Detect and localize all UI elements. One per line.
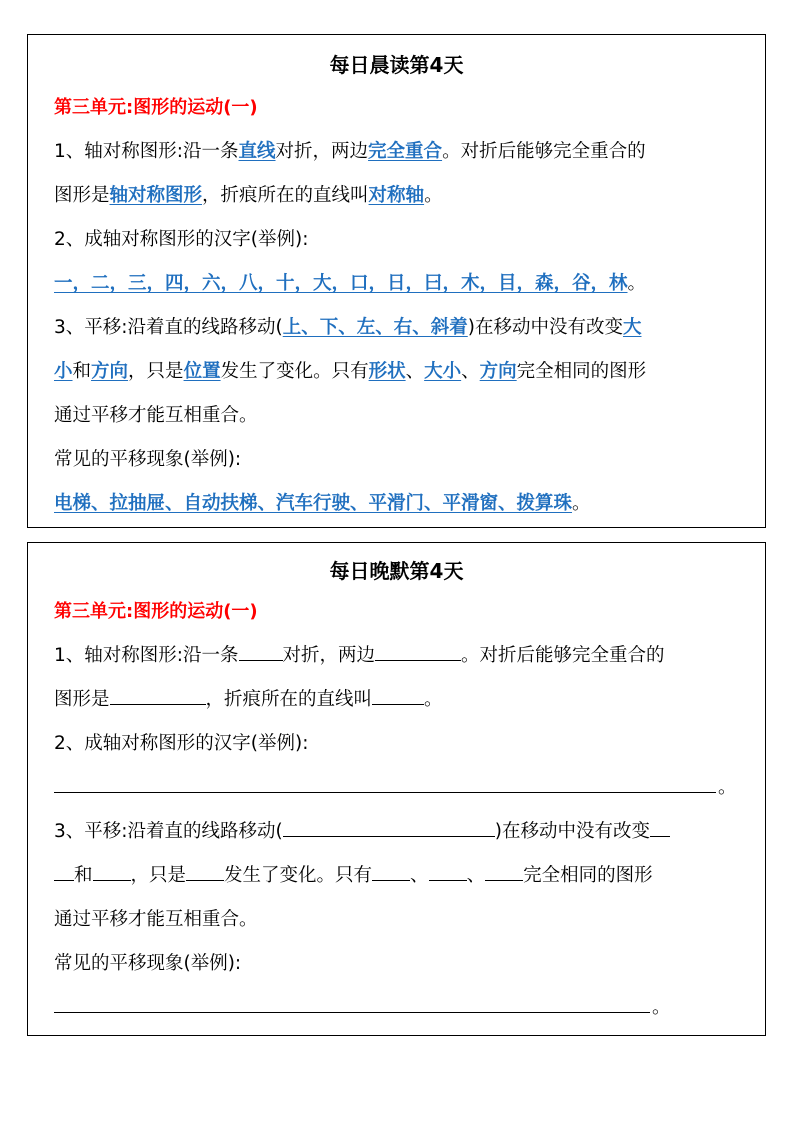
fill-blank[interactable] [283, 820, 495, 837]
answer: 大 [622, 317, 642, 338]
fill-blank[interactable] [93, 864, 131, 881]
answer: 直线 [238, 141, 276, 162]
text: 发生了变化。只有 [220, 361, 369, 382]
morning-p3-line1 [54, 313, 641, 339]
answer: 电梯、拉抽屉、自动扶梯、汽车行驶、平滑门、平滑窗、拨算珠 [54, 493, 573, 514]
text: )在移动中没有改变 [467, 317, 623, 338]
text: 图形是 [54, 185, 110, 206]
evening-p1-line2 [54, 685, 443, 711]
fill-blank[interactable] [372, 688, 424, 705]
text: 图形是 [54, 689, 110, 710]
text: 完全相同的图形 [523, 865, 653, 886]
text: 。 [424, 185, 443, 206]
morning-title: 每日晨读第4天 [329, 53, 464, 77]
fill-blank[interactable] [650, 820, 670, 837]
morning-p2-answer-line [54, 269, 646, 295]
answer: 轴对称图形 [109, 185, 203, 206]
text: 3、平移:沿着直的线路移动( [54, 317, 283, 338]
answer: 对称轴 [368, 185, 425, 206]
morning-p2-line1: 2、成轴对称图形的汉字(举例): [54, 229, 309, 250]
answer: 方向 [91, 361, 129, 382]
text: ，折痕所在的直线叫 [205, 689, 373, 710]
text: 、 [410, 865, 429, 886]
evening-p3-line1 [54, 817, 670, 843]
morning-p4-line1: 常见的平移现象(举例): [54, 449, 242, 470]
fill-blank[interactable] [110, 688, 206, 705]
morning-unit-heading: 第三单元:图形的运动(一) [54, 97, 258, 118]
evening-unit-heading: 第三单元:图形的运动(一) [54, 601, 258, 622]
text: 1、轴对称图形:沿一条 [54, 141, 239, 162]
text: 和 [72, 361, 92, 382]
fill-blank-long[interactable] [54, 792, 716, 793]
text: 、 [405, 361, 425, 382]
fill-blank[interactable] [54, 864, 74, 881]
evening-p3-line3: 通过平移才能互相重合。 [54, 909, 258, 930]
answer: 方向 [479, 361, 517, 382]
text: 、 [466, 865, 486, 886]
text: 1、轴对称图形:沿一条 [54, 645, 239, 666]
text: 。对折后能够完全重合的 [442, 141, 646, 162]
evening-title: 每日晚默第4天 [329, 559, 464, 583]
evening-p4-line1: 常见的平移现象(举例): [54, 953, 242, 974]
evening-p2-line1: 2、成轴对称图形的汉字(举例): [54, 733, 309, 754]
fill-blank[interactable] [429, 864, 467, 881]
evening-p4-end: 。 [652, 997, 671, 1018]
text: 。 [572, 493, 591, 514]
evening-p3-line2 [54, 861, 653, 887]
text: )在移动中没有改变 [494, 821, 650, 842]
text: 对折，两边 [282, 645, 376, 666]
text: ，折痕所在的直线叫 [202, 185, 369, 206]
morning-p3-line3: 通过平移才能互相重合。 [54, 405, 258, 426]
evening-p1-line1 [54, 641, 665, 667]
text: 对折，两边 [275, 141, 369, 162]
morning-p1-line2 [54, 181, 443, 207]
fill-blank[interactable] [186, 864, 224, 881]
answer: 形状 [368, 361, 406, 382]
text: 。 [627, 273, 647, 294]
answer: 一，二，三，四，六，八，十，大，口，日，曰，木，目，森，谷，林 [54, 273, 628, 294]
answer: 位置 [183, 361, 221, 382]
answer: 上、下、左、右、斜着 [282, 317, 468, 338]
evening-dictation-box [27, 542, 766, 1036]
fill-blank[interactable] [372, 864, 410, 881]
morning-reading-box [27, 34, 766, 528]
fill-blank[interactable] [239, 644, 283, 661]
morning-p1-line1 [54, 137, 646, 163]
answer: 大小 [424, 361, 462, 382]
morning-p4-answer-line [54, 489, 591, 515]
text: ，只是 [128, 361, 184, 382]
fill-blank[interactable] [485, 864, 523, 881]
text: 。 [424, 689, 443, 710]
answer: 完全重合 [368, 141, 443, 162]
text: 、 [461, 361, 480, 382]
text: 发生了变化。只有 [224, 865, 373, 886]
answer: 小 [54, 361, 73, 382]
text: 。对折后能够完全重合的 [461, 645, 665, 666]
fill-blank[interactable] [375, 644, 461, 661]
text: 3、平移:沿着直的线路移动( [54, 821, 283, 842]
text: 完全相同的图形 [516, 361, 647, 382]
morning-p3-line2 [54, 357, 646, 383]
text: 和 [74, 865, 93, 886]
evening-p2-end: 。 [718, 777, 737, 798]
text: ，只是 [130, 865, 187, 886]
fill-blank-long[interactable] [54, 1012, 650, 1013]
